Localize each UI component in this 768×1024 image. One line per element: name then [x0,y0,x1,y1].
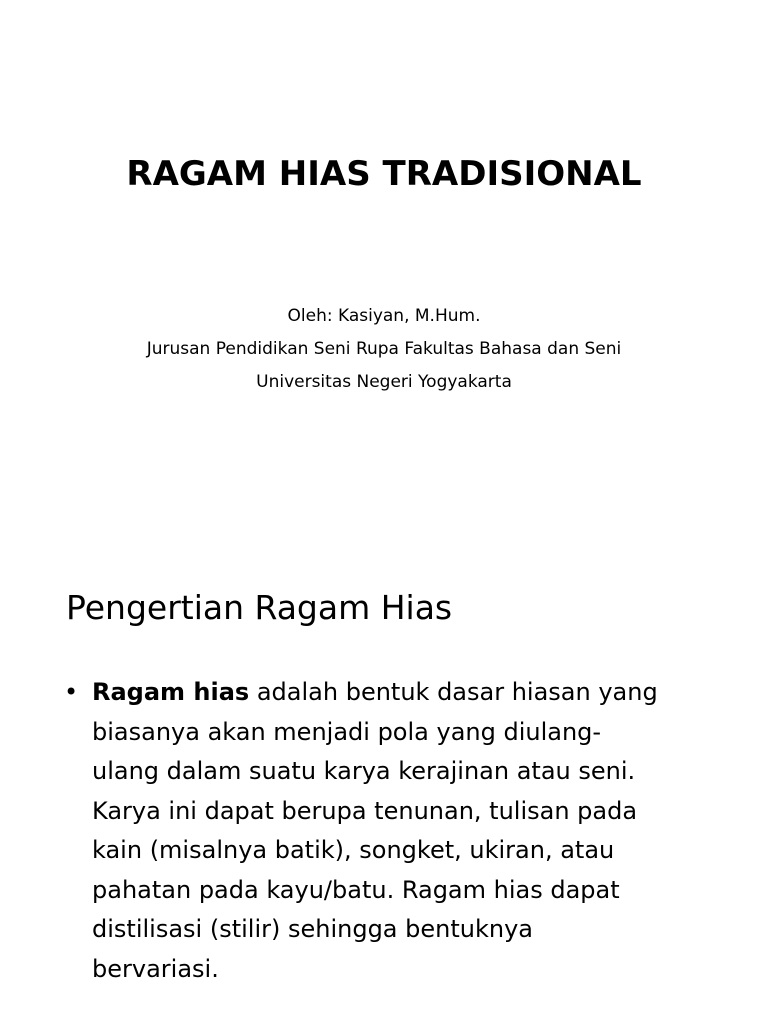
bullet-term: Ragam hias [92,678,250,706]
bullet-line-8: bervariasi. [92,954,219,983]
bullet-line-1 [92,673,704,713]
slide-title: RAGAM HIAS TRADISIONAL [126,154,642,194]
bullet-line-3: ulang dalam suatu karya kerajinan atau seni. [92,757,636,785]
bullet-line-7: distilisasi (stilir) sehingga bentuknya [92,915,533,943]
bullet-text [92,673,704,989]
bullet-line-5: kain (misalnya batik), songket, ukiran, atau [92,836,615,864]
bullet-line-6: pahatan pada kayu/batu. Ragam hias dapat [92,875,620,904]
section-heading: Pengertian Ragam Hias [66,588,453,627]
department-line: Jurusan Pendidikan Seni Rupa Fakultas Bahasa dan Seni [146,339,622,359]
university-line: Universitas Negeri Yogyakarta [256,372,512,392]
bullet-dot-icon: • [64,678,79,706]
bullet-line-4: Karya ini dapat berupa tenunan, tulisan pada [92,796,638,825]
bullet-item [64,673,704,989]
subtitle-block [0,300,768,399]
bullet-line-2: biasanya akan menjadi pola yang diulang- [92,717,602,746]
bullet-line-1-rest: adalah bentuk dasar hiasan yang [249,678,658,706]
content-slide [0,512,768,1024]
author-line: Oleh: Kasiyan, M.Hum. [287,306,481,326]
